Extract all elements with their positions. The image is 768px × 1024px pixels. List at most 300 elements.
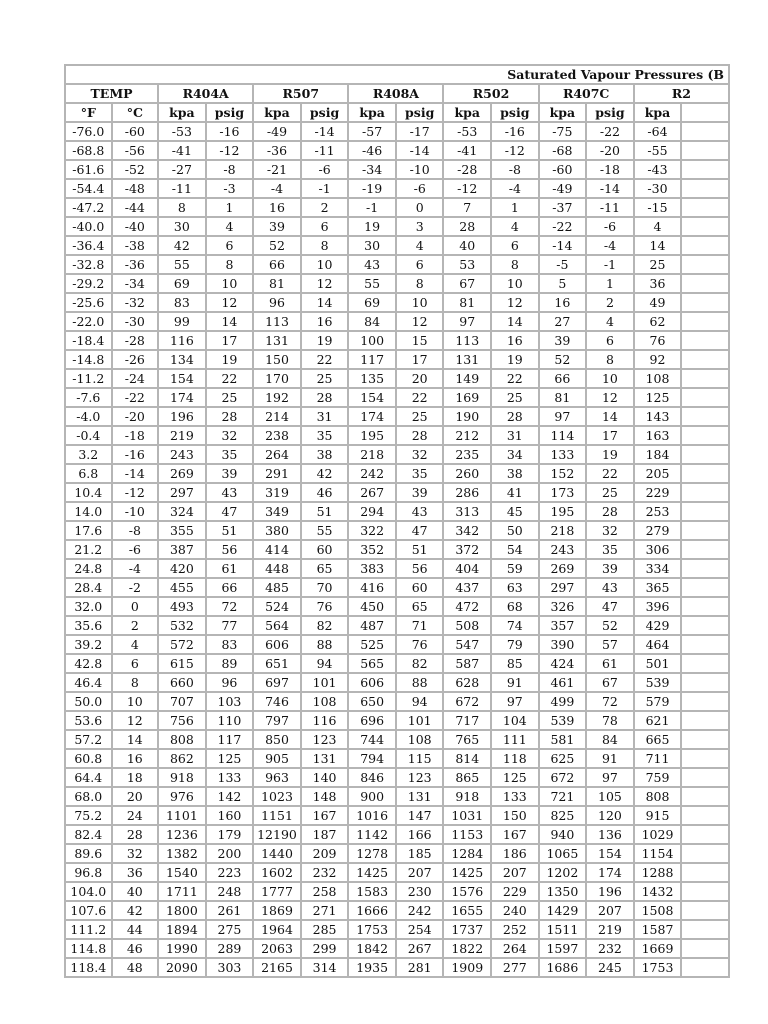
table-cell: 125: [491, 768, 539, 787]
table-cell: 59: [491, 559, 539, 578]
table-cell: 1278: [348, 844, 396, 863]
table-cell: -5: [539, 255, 587, 274]
refrigerant-header: R404A: [158, 84, 253, 103]
table-cell: 16: [301, 312, 349, 331]
table-cell: -22: [539, 217, 587, 236]
table-cell: 72: [586, 692, 634, 711]
table-cell: 19: [206, 350, 254, 369]
table-cell: 20: [112, 787, 159, 806]
table-cell: 35: [586, 540, 634, 559]
table-cell: 10: [206, 274, 254, 293]
table-cell: 230: [396, 882, 444, 901]
table-cell: 28: [112, 825, 159, 844]
table-cell: 70: [301, 578, 349, 597]
table-cell: 380: [253, 521, 301, 540]
table-cell: 1753: [634, 958, 682, 977]
table-cell: 41: [491, 483, 539, 502]
table-row: [65, 312, 729, 331]
table-cell: 565: [348, 654, 396, 673]
table-cell: 114: [539, 426, 587, 445]
table-cell-cutoff: [681, 350, 729, 369]
table-cell: 82.4: [65, 825, 112, 844]
table-cell: 28: [396, 426, 444, 445]
table-cell: 1894: [158, 920, 206, 939]
table-cell: 10: [112, 692, 159, 711]
table-cell: 97: [491, 692, 539, 711]
table-cell: -32: [112, 293, 159, 312]
table-cell: 147: [396, 806, 444, 825]
table-cell: 39: [206, 464, 254, 483]
table-cell-cutoff: [681, 217, 729, 236]
unit-header: psig: [206, 103, 254, 122]
table-cell: 107.6: [65, 901, 112, 920]
table-cell: 115: [396, 749, 444, 768]
table-cell-cutoff: [681, 882, 729, 901]
table-cell: -36.4: [65, 236, 112, 255]
table-cell: 131: [301, 749, 349, 768]
table-cell: 69: [348, 293, 396, 312]
table-cell: 35.6: [65, 616, 112, 635]
table-cell: 918: [158, 768, 206, 787]
table-cell: 32: [586, 521, 634, 540]
unit-header: kpa: [443, 103, 491, 122]
table-cell: 721: [539, 787, 587, 806]
table-cell: -14.8: [65, 350, 112, 369]
table-cell: 173: [539, 483, 587, 502]
table-cell: -14: [396, 141, 444, 160]
table-cell: 25: [206, 388, 254, 407]
table-cell: 46: [301, 483, 349, 502]
table-cell: 150: [491, 806, 539, 825]
table-cell: 286: [443, 483, 491, 502]
table-cell: 1440: [253, 844, 301, 863]
table-cell: -43: [634, 160, 682, 179]
table-cell: 42: [112, 901, 159, 920]
table-cell-cutoff: [681, 768, 729, 787]
table-cell: 16: [539, 293, 587, 312]
table-cell: 279: [634, 521, 682, 540]
table-cell: 963: [253, 768, 301, 787]
table-cell: 111.2: [65, 920, 112, 939]
table-cell: 437: [443, 578, 491, 597]
table-cell: -4: [586, 236, 634, 255]
table-cell: 794: [348, 749, 396, 768]
table-cell: -14: [586, 179, 634, 198]
table-cell: 2: [586, 293, 634, 312]
table-cell: 28: [586, 502, 634, 521]
table-cell: 2063: [253, 939, 301, 958]
table-cell: 160: [206, 806, 254, 825]
table-cell: 169: [443, 388, 491, 407]
table-cell: 100: [348, 331, 396, 350]
table-cell: 3: [396, 217, 444, 236]
table-cell-cutoff: [681, 844, 729, 863]
table-cell: 39.2: [65, 635, 112, 654]
table-cell: 8: [301, 236, 349, 255]
table-cell-cutoff: [681, 673, 729, 692]
table-cell: -22: [586, 122, 634, 141]
table-cell: 136: [586, 825, 634, 844]
table-cell: 0: [396, 198, 444, 217]
table-cell: 808: [158, 730, 206, 749]
table-row: [65, 540, 729, 559]
table-cell: 196: [158, 407, 206, 426]
table-cell-cutoff: [681, 141, 729, 160]
table-row: [65, 730, 729, 749]
table-cell: 232: [301, 863, 349, 882]
table-cell: -53: [443, 122, 491, 141]
table-cell: 27: [539, 312, 587, 331]
table-cell: 66: [206, 578, 254, 597]
table-cell: 1842: [348, 939, 396, 958]
table-cell: 10: [396, 293, 444, 312]
table-cell-cutoff: [681, 293, 729, 312]
table-cell: -10: [112, 502, 159, 521]
table-cell-cutoff: [681, 122, 729, 141]
table-cell: 219: [158, 426, 206, 445]
table-cell: 260: [443, 464, 491, 483]
table-cell: 8: [112, 673, 159, 692]
table-cell: 424: [539, 654, 587, 673]
table-cell: 133: [206, 768, 254, 787]
table-cell: 16: [491, 331, 539, 350]
unit-header: kpa: [539, 103, 587, 122]
table-row: [65, 749, 729, 768]
table-row: [65, 863, 729, 882]
table-cell: 43: [586, 578, 634, 597]
table-cell: 84: [586, 730, 634, 749]
table-cell: 711: [634, 749, 682, 768]
table-cell: 17.6: [65, 521, 112, 540]
table-cell: 205: [634, 464, 682, 483]
table-cell: 1540: [158, 863, 206, 882]
table-cell: -49: [539, 179, 587, 198]
table-cell: 52: [539, 350, 587, 369]
table-cell: -16: [491, 122, 539, 141]
table-cell: 120: [586, 806, 634, 825]
table-cell-cutoff: [681, 407, 729, 426]
table-cell: 1425: [443, 863, 491, 882]
table-cell-cutoff: [681, 787, 729, 806]
table-cell: 30: [348, 236, 396, 255]
table-cell: 862: [158, 749, 206, 768]
table-cell: 8: [586, 350, 634, 369]
table-cell: 43: [396, 502, 444, 521]
table-cell-cutoff: [681, 255, 729, 274]
table-cell: 61: [586, 654, 634, 673]
table-cell: 976: [158, 787, 206, 806]
table-cell: -4: [253, 179, 301, 198]
table-cell: 696: [348, 711, 396, 730]
table-cell-cutoff: [681, 730, 729, 749]
table-cell: -61.6: [65, 160, 112, 179]
table-cell: -27: [158, 160, 206, 179]
table-cell: 355: [158, 521, 206, 540]
table-cell: 4: [396, 236, 444, 255]
table-cell: 22: [396, 388, 444, 407]
table-cell: 39: [253, 217, 301, 236]
table-cell-cutoff: [681, 369, 729, 388]
unit-header: kpa: [253, 103, 301, 122]
refrigerant-header: R407C: [539, 84, 634, 103]
table-cell: 14: [586, 407, 634, 426]
table-cell: -68: [539, 141, 587, 160]
table-cell: 22: [586, 464, 634, 483]
table-cell: 461: [539, 673, 587, 692]
table-cell: 1753: [348, 920, 396, 939]
table-cell: 28: [491, 407, 539, 426]
table-cell: 297: [158, 483, 206, 502]
table-cell: 539: [539, 711, 587, 730]
table-cell: 1869: [253, 901, 301, 920]
table-cell-cutoff: [681, 578, 729, 597]
table-cell: -28: [112, 331, 159, 350]
table-cell: 900: [348, 787, 396, 806]
table-cell: 915: [634, 806, 682, 825]
table-cell: -46: [348, 141, 396, 160]
table-cell: 2: [301, 198, 349, 217]
unit-header: psig: [301, 103, 349, 122]
table-cell: -12: [206, 141, 254, 160]
table-row: [65, 920, 729, 939]
table-cell: 660: [158, 673, 206, 692]
table-cell: 43: [206, 483, 254, 502]
table-cell: 264: [253, 445, 301, 464]
table-cell: -2: [112, 578, 159, 597]
table-cell: 1597: [539, 939, 587, 958]
table-cell: 238: [253, 426, 301, 445]
table-cell: 3.2: [65, 445, 112, 464]
table-title: Saturated Vapour Pressures (B: [65, 65, 729, 84]
table-cell: 166: [396, 825, 444, 844]
table-cell: -55: [634, 141, 682, 160]
table-cell: -54.4: [65, 179, 112, 198]
table-cell: 572: [158, 635, 206, 654]
table-cell: 14: [112, 730, 159, 749]
table-cell: 22: [206, 369, 254, 388]
table-cell: 170: [253, 369, 301, 388]
table-row: [65, 521, 729, 540]
table-cell: -18.4: [65, 331, 112, 350]
table-cell-cutoff: [681, 502, 729, 521]
table-cell: 148: [301, 787, 349, 806]
table-cell: 297: [539, 578, 587, 597]
table-cell: 229: [491, 882, 539, 901]
table-cell: 190: [443, 407, 491, 426]
table-cell: 269: [539, 559, 587, 578]
table-cell: 1154: [634, 844, 682, 863]
table-cell: 717: [443, 711, 491, 730]
table-cell: -1: [348, 198, 396, 217]
table-cell: 25: [491, 388, 539, 407]
table-cell: 36: [112, 863, 159, 882]
table-cell: -14: [301, 122, 349, 141]
table-cell: -14: [539, 236, 587, 255]
table-cell: 5: [539, 274, 587, 293]
table-row: [65, 236, 729, 255]
table-cell: 1508: [634, 901, 682, 920]
table-cell: 746: [253, 692, 301, 711]
table-cell: 414: [253, 540, 301, 559]
table-cell: 650: [348, 692, 396, 711]
table-cell: 97: [539, 407, 587, 426]
table-cell: 243: [539, 540, 587, 559]
table-cell: 1686: [539, 958, 587, 977]
table-cell: -52: [112, 160, 159, 179]
table-cell: -8: [491, 160, 539, 179]
table-cell: -11.2: [65, 369, 112, 388]
table-cell: -24: [112, 369, 159, 388]
table-cell: 464: [634, 635, 682, 654]
table-cell: 1669: [634, 939, 682, 958]
table-row: [65, 388, 729, 407]
table-cell: 32: [206, 426, 254, 445]
table-row: [65, 369, 729, 388]
table-cell: 66: [539, 369, 587, 388]
table-cell: -6: [396, 179, 444, 198]
table-cell: 52: [586, 616, 634, 635]
table-cell: -41: [158, 141, 206, 160]
table-cell: 48: [112, 958, 159, 977]
table-cell: 108: [301, 692, 349, 711]
unit-header: °F: [65, 103, 112, 122]
table-cell: 28: [301, 388, 349, 407]
table-row: [65, 673, 729, 692]
table-cell: 628: [443, 673, 491, 692]
table-cell: 14: [206, 312, 254, 331]
table-cell: 6: [301, 217, 349, 236]
table-cell: 271: [301, 901, 349, 920]
table-cell: 448: [253, 559, 301, 578]
table-cell: 71: [396, 616, 444, 635]
table-cell-cutoff: [681, 483, 729, 502]
table-row: [65, 445, 729, 464]
table-cell: 1151: [253, 806, 301, 825]
table-cell: 34: [491, 445, 539, 464]
table-cell: -6: [301, 160, 349, 179]
table-cell: 66: [253, 255, 301, 274]
table-row: [65, 198, 729, 217]
table-cell: 303: [206, 958, 254, 977]
table-cell: 143: [634, 407, 682, 426]
table-cell: 51: [206, 521, 254, 540]
table-cell: 55: [158, 255, 206, 274]
table-cell: 1284: [443, 844, 491, 863]
table-cell: 83: [158, 293, 206, 312]
table-cell: 81: [539, 388, 587, 407]
table-cell: -4.0: [65, 407, 112, 426]
table-cell: -32.8: [65, 255, 112, 274]
table-cell: 322: [348, 521, 396, 540]
table-cell-cutoff: [681, 559, 729, 578]
table-cell: 10: [491, 274, 539, 293]
table-cell: 756: [158, 711, 206, 730]
table-row: [65, 179, 729, 198]
table-cell: 1: [491, 198, 539, 217]
table-cell: 96: [206, 673, 254, 692]
table-cell: 123: [301, 730, 349, 749]
table-cell: 918: [443, 787, 491, 806]
table-cell: 825: [539, 806, 587, 825]
table-cell: 47: [586, 597, 634, 616]
table-cell: 487: [348, 616, 396, 635]
table-cell: 85: [491, 654, 539, 673]
table-cell: 14.0: [65, 502, 112, 521]
table-cell: 91: [491, 673, 539, 692]
table-cell: 547: [443, 635, 491, 654]
table-cell: 54: [491, 540, 539, 559]
table-cell-cutoff: [681, 426, 729, 445]
table-cell: 4: [112, 635, 159, 654]
table-cell: 17: [586, 426, 634, 445]
table-cell: 114.8: [65, 939, 112, 958]
table-cell: 390: [539, 635, 587, 654]
table-cell: 207: [586, 901, 634, 920]
table-cell: 96.8: [65, 863, 112, 882]
table-cell: -48: [112, 179, 159, 198]
table-cell: 19: [586, 445, 634, 464]
table-cell: 905: [253, 749, 301, 768]
table-cell-cutoff: [681, 388, 729, 407]
table-cell: -22.0: [65, 312, 112, 331]
table-row: [65, 787, 729, 806]
table-cell: 6: [112, 654, 159, 673]
table-cell: -37: [539, 198, 587, 217]
table-cell: 24.8: [65, 559, 112, 578]
table-cell-cutoff: [681, 749, 729, 768]
table-cell: 1737: [443, 920, 491, 939]
table-cell: 56: [206, 540, 254, 559]
table-cell: 79: [491, 635, 539, 654]
table-cell: -10: [396, 160, 444, 179]
table-cell: 4: [634, 217, 682, 236]
table-cell: 501: [634, 654, 682, 673]
table-cell: 35: [396, 464, 444, 483]
table-cell: -12: [491, 141, 539, 160]
table-cell: 135: [348, 369, 396, 388]
table-cell: 499: [539, 692, 587, 711]
table-row: [65, 293, 729, 312]
table-cell: 140: [301, 768, 349, 787]
table-row: [65, 939, 729, 958]
table-cell-cutoff: [681, 179, 729, 198]
table-row: [65, 559, 729, 578]
table-cell: 150: [253, 350, 301, 369]
table-cell: 1909: [443, 958, 491, 977]
table-cell: 14: [301, 293, 349, 312]
table-cell: 19: [491, 350, 539, 369]
table-cell: -64: [634, 122, 682, 141]
table-cell: 12: [491, 293, 539, 312]
table-cell: 564: [253, 616, 301, 635]
unit-header: kpa: [348, 103, 396, 122]
table-row: [65, 217, 729, 236]
table-cell: 324: [158, 502, 206, 521]
table-cell: 245: [586, 958, 634, 977]
unit-header: psig: [396, 103, 444, 122]
table-cell: 52: [253, 236, 301, 255]
table-cell: 1153: [443, 825, 491, 844]
table-cell: 306: [634, 540, 682, 559]
table-cell: 383: [348, 559, 396, 578]
table-cell-cutoff: [681, 635, 729, 654]
table-cell: 24: [112, 806, 159, 825]
table-cell-cutoff: [681, 692, 729, 711]
table-cell: 372: [443, 540, 491, 559]
table-cell: 78: [586, 711, 634, 730]
table-cell: 6: [206, 236, 254, 255]
table-cell: -18: [586, 160, 634, 179]
